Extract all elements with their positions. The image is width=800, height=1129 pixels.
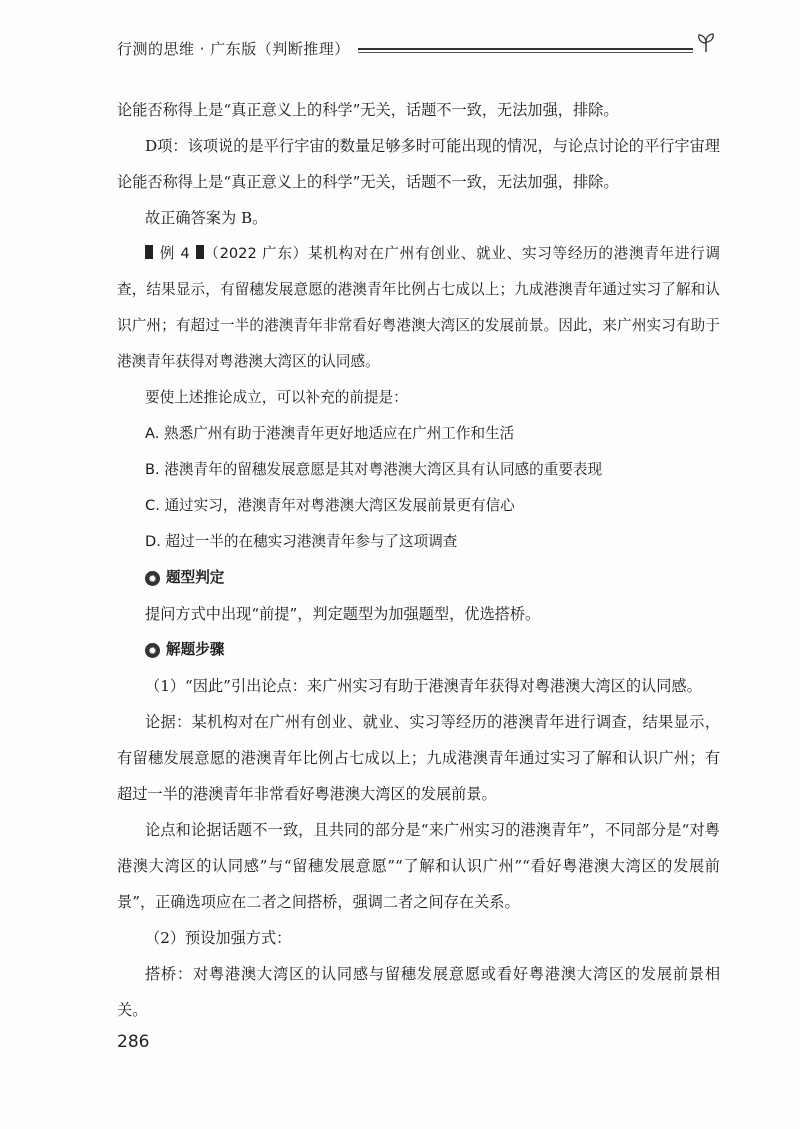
step-2: （2）预设加强方式： xyxy=(145,929,292,947)
section-badge-icon xyxy=(145,643,160,658)
section-type-text: 提问方式中出现“前提”，判定题型为加强题型，优选搭桥。 xyxy=(145,605,541,623)
page-header xyxy=(117,33,717,63)
example-question xyxy=(117,236,720,380)
header-rule xyxy=(358,48,693,53)
sprout-icon xyxy=(695,31,717,53)
paragraph-answer: 故正确答案为 B。 xyxy=(145,209,268,227)
option-d: D. 超过一半的在穗实习港澳青年参与了这项调查 xyxy=(145,533,458,550)
section-heading-type-label: 题型判定 xyxy=(166,569,225,586)
example-label: 例 4 xyxy=(159,245,190,262)
option-c: C. 通过实习，港澳青年对粤港澳大湾区发展前景更有信心 xyxy=(145,497,515,514)
option-a: A. 熟悉广州有助于港澳青年更好地适应在广州工作和生活 xyxy=(145,425,515,442)
example-bracket-icon xyxy=(196,245,204,259)
example-source: （2022 广东） xyxy=(203,245,308,262)
page-number: 286 xyxy=(117,1032,150,1052)
example-prompt: 要使上述推论成立，可以补充的前提是： xyxy=(145,389,408,406)
step-1: （1）“因此”引出论点：来广州实习有助于港澳青年获得对粤港澳大湾区的认同感。 xyxy=(145,677,702,695)
paragraph-continuation: 论能否称得上是“真正意义上的科学”无关，话题不一致，无法加强，排除。 xyxy=(117,101,619,119)
header-title: 行测的思维 · 广东版（判断推理） xyxy=(117,39,350,58)
example-text: 某机构对在广州有创业、就业、实习等经历的港澳青年进行调查，结果显示，有留穗发展意愿的港澳青年比例占七成以上；九成港澳青年通过实习了解和认识广州；有超过一半的港澳青年非常看好粤港澳大湾区的发展前景。因此，来广州实习有助于港澳青年获得对粤港澳大湾区的认同感。 xyxy=(117,245,720,370)
step-bridge: 搭桥：对粤港澳大湾区的认同感与留穗发展意愿或看好粤港澳大湾区的发展前景相关。 xyxy=(117,965,720,1019)
section-heading-steps xyxy=(117,632,720,668)
option-b: B. 港澳青年的留穗发展意愿是其对粤港澳大湾区具有认同感的重要表现 xyxy=(145,461,603,478)
section-heading-type xyxy=(117,560,720,596)
step-analysis: 论点和论据话题不一致，且共同的部分是“来广州实习的港澳青年”，不同部分是“对粤港澳大湾区的认同感”与“留穗发展意愿”“了解和认识广州”“看好粤港澳大湾区的发展前景”，正确选项应在二者之间搭桥，强调二者之间存在关系。 xyxy=(117,821,720,911)
page-content xyxy=(117,92,720,1028)
example-bracket-icon xyxy=(145,245,153,259)
step-1-basis: 论据：某机构对在广州有创业、就业、实习等经历的港澳青年进行调查，结果显示，有留穗发展意愿的港澳青年比例占七成以上；九成港澳青年通过实习了解和认识广州；有超过一半的港澳青年非常看好粤港澳大湾区的发展前景。 xyxy=(117,713,720,803)
section-heading-steps-label: 解题步骤 xyxy=(166,641,225,658)
section-badge-icon xyxy=(145,571,160,586)
paragraph-option-d-analysis: D项：该项说的是平行宇宙的数量足够多时可能出现的情况，与论点讨论的平行宇宙理论能否称得上是“真正意义上的科学”无关，话题不一致，无法加强，排除。 xyxy=(117,137,720,191)
